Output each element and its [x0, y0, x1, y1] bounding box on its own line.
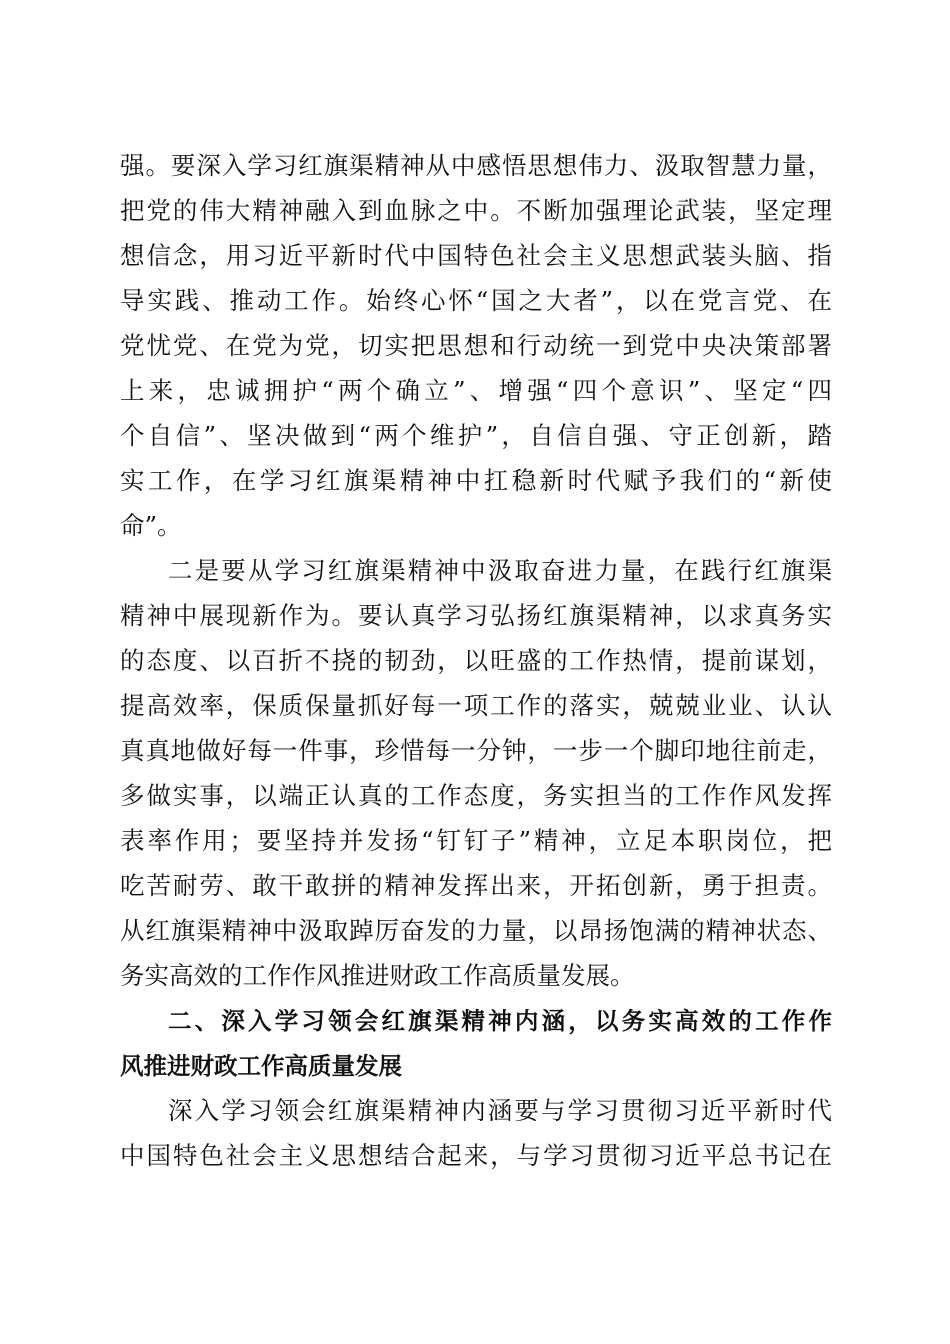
- heading-line: 二、深入学习领会红旗渠精神内涵，以务实高效的工作作: [168, 1007, 832, 1035]
- heading-line: 风推进财政工作高质量发展: [120, 1052, 402, 1080]
- text-line: 从红旗渠精神中汲取踔厉奋发的力量，以昂扬饱满的精神状态、: [120, 916, 832, 945]
- text-line: 务实高效的工作作风推进财政工作高质量发展。: [120, 961, 635, 990]
- text-line: 表率作用；要坚持并发扬“钉钉子”精神，立足本职岗位，把: [120, 826, 832, 855]
- text-line: 真真地做好每一件事，珍惜每一分钟，一步一个脚印地往前走，: [120, 736, 832, 765]
- text-line: 想信念，用习近平新时代中国特色社会主义思想武装头脑、指: [120, 241, 832, 270]
- text-line: 党忧党、在党为党，切实把思想和行动统一到党中央决策部署: [120, 331, 832, 360]
- text-line: 多做实事，以端正认真的工作态度，务实担当的工作作风发挥: [120, 781, 832, 810]
- text-line-first: 二是要从学习红旗渠精神中汲取奋进力量，在践行红旗渠: [168, 556, 832, 585]
- text-line: 实工作，在学习红旗渠精神中扛稳新时代赋予我们的“新使: [120, 466, 832, 495]
- text-line: 强。要深入学习红旗渠精神从中感悟思想伟力、汲取智慧力量，: [120, 151, 832, 180]
- text-line: 精神中展现新作为。要认真学习弘扬红旗渠精神，以求真务实: [120, 601, 832, 630]
- text-line-first: 深入学习领会红旗渠精神内涵要与学习贯彻习近平新时代: [168, 1096, 832, 1125]
- text-line: 提高效率，保质保量抓好每一项工作的落实，兢兢业业、认认: [120, 691, 832, 720]
- text-line: 命”。: [120, 511, 182, 540]
- text-line: 上来，忠诚拥护“两个确立”、增强“四个意识”、坚定“四: [120, 376, 832, 405]
- text-line: 的态度、以百折不挠的韧劲，以旺盛的工作热情，提前谋划，: [120, 646, 832, 675]
- text-line: 吃苦耐劳、敢干敢拼的精神发挥出来，开拓创新，勇于担责。: [120, 871, 832, 900]
- text-line: 个自信”、坚决做到“两个维护”，自信自强、守正创新，踏: [120, 421, 832, 450]
- text-line: 中国特色社会主义思想结合起来，与学习贯彻习近平总书记在: [120, 1141, 832, 1170]
- text-line: 导实践、推动工作。始终心怀“国之大者”，以在党言党、在: [120, 286, 832, 315]
- text-line: 把党的伟大精神融入到血脉之中。不断加强理论武装，坚定理: [120, 196, 832, 225]
